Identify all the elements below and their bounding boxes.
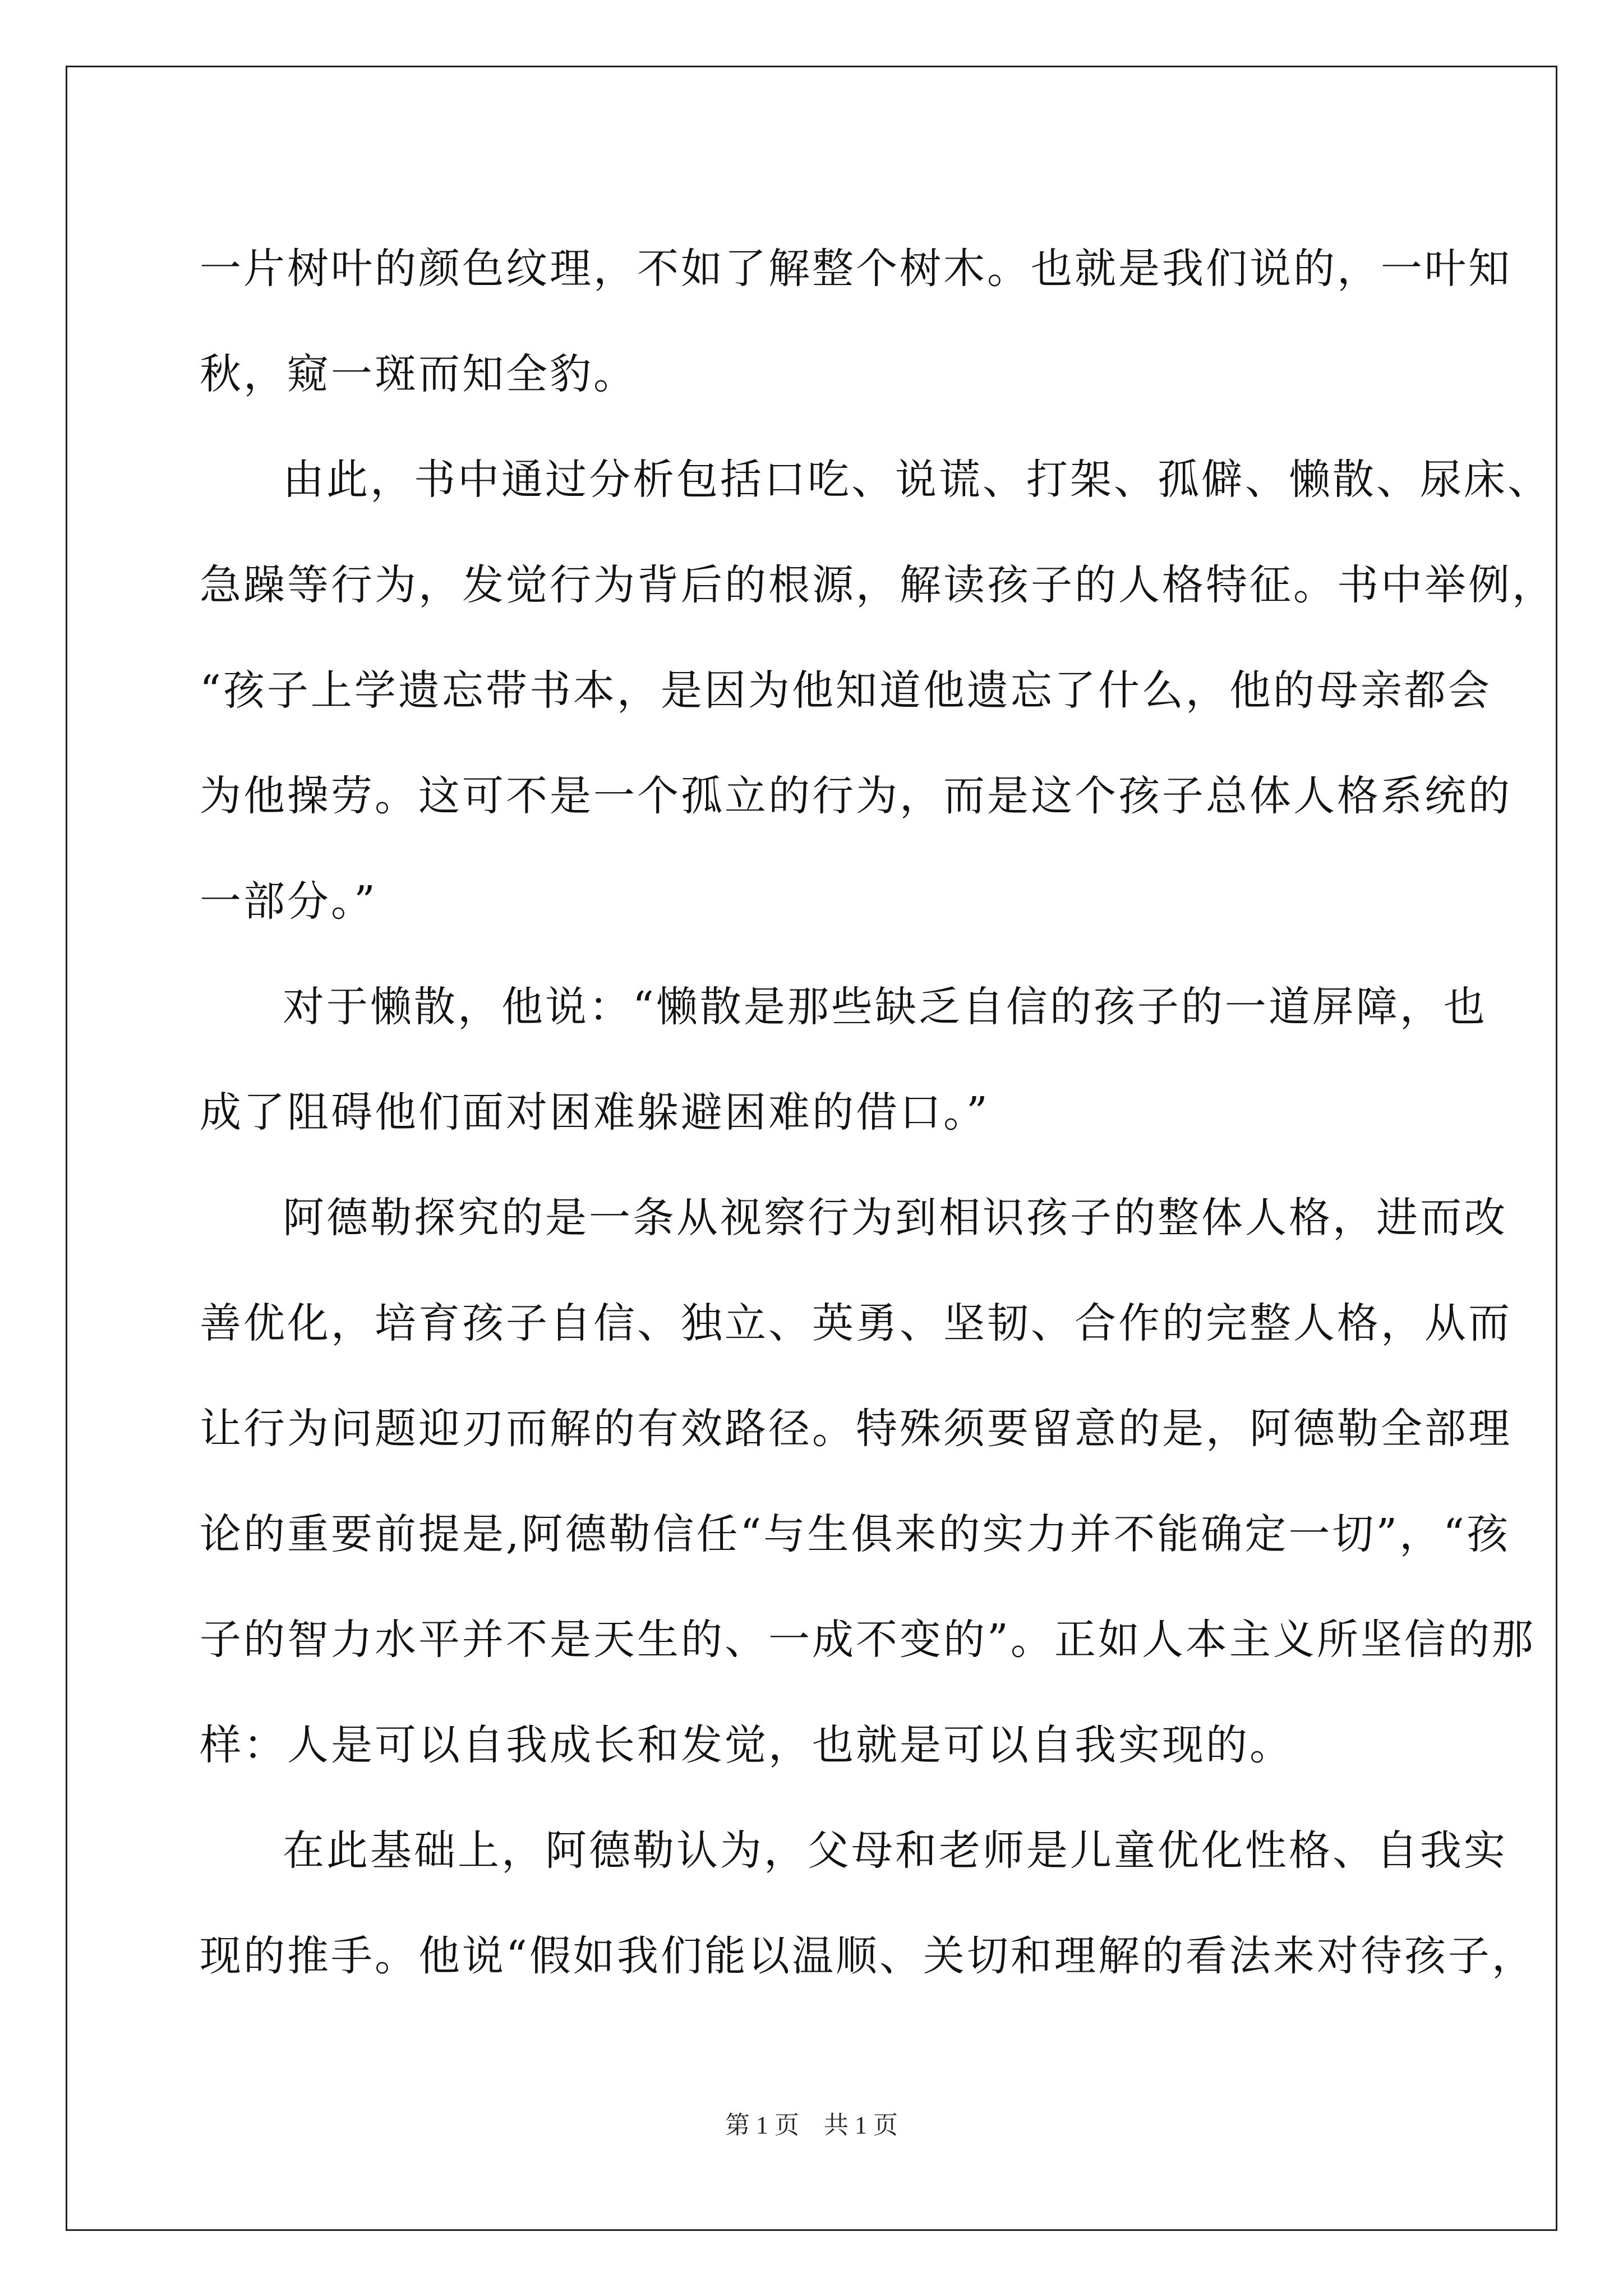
text-line: 善优化，培育孩子自信、独立、英勇、坚韧、合作的完整人格，从而 bbox=[200, 1299, 1512, 1347]
text-line: 秋，窥一斑而知全豹。 bbox=[200, 350, 637, 398]
text-line: 让行为问题迎刃而解的有效路径。特殊须要留意的是，阿德勒全部理 bbox=[200, 1405, 1512, 1453]
text-line: 对于懒散，他说：“懒散是那些缺乏自信的孩子的一道屏障，也 bbox=[283, 983, 1487, 1031]
text-line: 子的智力水平并不是天生的、一成不变的”。正如人本主义所坚信的那 bbox=[200, 1616, 1536, 1664]
text-line: 由此，书中通过分析包括口吃、说谎、打架、孤僻、懒散、尿床、 bbox=[283, 455, 1551, 504]
page-footer bbox=[0, 2105, 1623, 2141]
page-total: 共 1 页 bbox=[824, 2111, 898, 2139]
paragraph-4 bbox=[200, 1165, 1536, 1798]
text-line: 为他操劳。这可不是一个孤立的行为，而是这个孩子总体人格系统的 bbox=[200, 772, 1512, 820]
text-line: 阿德勒探究的是一条从视察行为到相识孩子的整体人格，进而改 bbox=[283, 1194, 1507, 1242]
paragraph-1 bbox=[200, 216, 1512, 427]
text-line: “孩子上学遗忘带书本，是因为他知道他遗忘了什么，他的母亲都会 bbox=[200, 666, 1492, 715]
text-line: 样：人是可以自我成长和发觉，也就是可以自我实现的。 bbox=[200, 1721, 1293, 1769]
text-line: 成了阻碍他们面对困难躲避困难的借口。” bbox=[200, 1088, 990, 1137]
page-number: 第 1 页 bbox=[725, 2111, 799, 2139]
text-line: 一部分。” bbox=[200, 877, 377, 926]
footer-spacer bbox=[799, 2111, 824, 2139]
paragraph-2 bbox=[200, 427, 1556, 954]
document-body bbox=[200, 216, 1556, 2009]
text-line: 在此基础上，阿德勒认为，父母和老师是儿童优化性格、自我实 bbox=[283, 1826, 1507, 1875]
text-line: 论的重要前提是,阿德勒信任“与生俱来的实力并不能确定一切”，“孩 bbox=[200, 1510, 1511, 1558]
text-line: 一片树叶的颜色纹理，不如了解整个树木。也就是我们说的，一叶知 bbox=[200, 245, 1512, 293]
paragraph-3 bbox=[200, 954, 1487, 1165]
text-line: 现的推手。他说“假如我们能以温顺、关切和理解的看法来对待孩子， bbox=[200, 1932, 1536, 1980]
paragraph-5 bbox=[200, 1798, 1536, 2009]
text-line: 急躁等行为，发觉行为背后的根源，解读孩子的人格特征。书中举例， bbox=[200, 561, 1556, 609]
